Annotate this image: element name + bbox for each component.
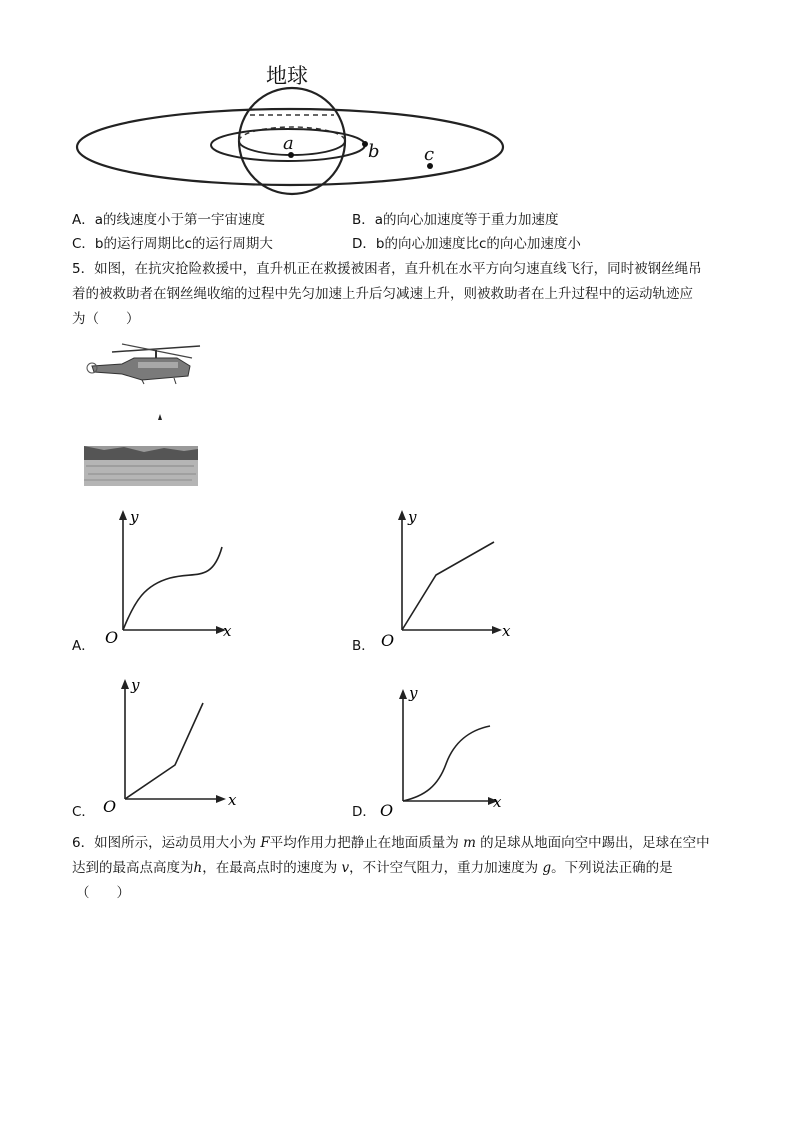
svg-text:x: x xyxy=(502,622,511,640)
svg-text:x: x xyxy=(223,622,232,640)
graph-c-curve xyxy=(125,703,203,799)
symbol-F: F xyxy=(260,835,270,851)
point-a-label: a xyxy=(283,133,294,154)
svg-text:y: y xyxy=(131,676,140,694)
graph-c xyxy=(92,672,252,822)
point-c-label: c xyxy=(424,144,435,165)
orbit-figure xyxy=(70,55,520,205)
q5-stem-line1: 5．如图，在抗灾抢险救援中，直升机正在救援被困者，直升机在水平方向匀速直线飞行，同时被钢丝绳吊 xyxy=(72,261,702,277)
svg-text:x: x xyxy=(228,791,237,809)
q5-stem-line3: 为（ ） xyxy=(72,311,140,327)
q4-option-b: B．a的向心加速度等于重力加速度 xyxy=(352,212,559,228)
graph-a-curve xyxy=(123,547,222,630)
svg-text:O: O xyxy=(103,797,117,816)
q4-option-a: A．a的线速度小于第一宇宙速度 xyxy=(72,212,266,228)
svg-text:y: y xyxy=(408,508,417,526)
graph-d xyxy=(370,680,530,830)
symbol-v: v xyxy=(341,860,350,876)
symbol-h: h xyxy=(193,860,203,876)
q4-option-d: D．b的向心加速度比c的向心加速度小 xyxy=(352,236,581,252)
graph-d-curve xyxy=(403,726,490,801)
svg-text:y: y xyxy=(130,508,139,526)
q6-stem-line2: 达到的最高点高度为h，在最高点时的速度为 v，不计空气阻力，重力加速度为 g。下列说法正确的是 xyxy=(72,860,673,876)
graph-a xyxy=(90,505,250,655)
helicopter-picture xyxy=(82,340,202,440)
q6-stem-line1: 6．如图所示，运动员用大小为 F平均作用力把静止在地面质量为 m 的足球从地面向空中踢出，足球在空中 xyxy=(72,835,710,851)
ground-picture xyxy=(84,444,198,488)
point-b-label: b xyxy=(368,141,380,162)
svg-text:O: O xyxy=(380,801,394,820)
svg-text:y: y xyxy=(409,684,418,702)
symbol-g: g xyxy=(542,860,552,876)
q5-stem-line2: 着的被救助者在钢丝绳收缩的过程中先匀加速上升后匀减速上升，则被救助者在上升过程中的运动轨迹应 xyxy=(72,286,693,302)
svg-text:O: O xyxy=(381,631,395,650)
graph-c-option-label: C． xyxy=(72,804,95,820)
graph-b-curve xyxy=(402,542,494,630)
q4-option-c: C．b的运行周期比c的运行周期大 xyxy=(72,236,273,252)
svg-text:x: x xyxy=(493,793,502,811)
q6-stem-line3: （ ） xyxy=(76,885,130,901)
graph-b-option-label: B． xyxy=(352,638,375,654)
graph-b xyxy=(370,505,530,655)
symbol-m: m xyxy=(463,835,476,851)
graph-d-option-label: D． xyxy=(352,804,376,820)
earth-label: 地球 xyxy=(266,64,308,88)
svg-text:O: O xyxy=(105,628,119,647)
graph-a-option-label: A． xyxy=(72,638,95,654)
